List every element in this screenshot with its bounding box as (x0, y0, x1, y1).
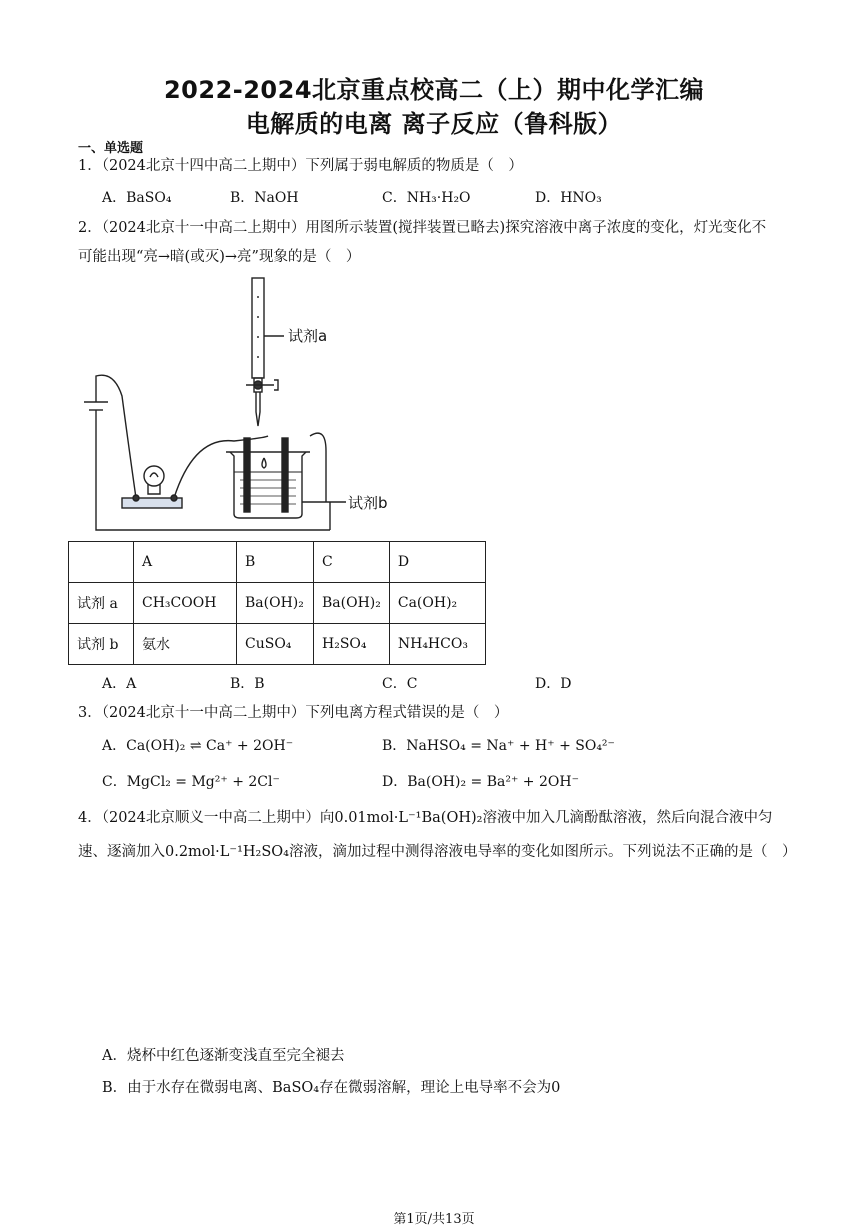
page-footer: 第1页/共13页 (393, 1212, 475, 1227)
q3-option-b: B．NaHSO₄ = Na⁺ + H⁺ + SO₄²⁻ (382, 738, 615, 754)
table-header-row (69, 542, 486, 583)
beaker (230, 452, 306, 518)
table-header-cell (69, 542, 134, 583)
table-cell: 试剂 a (69, 583, 134, 624)
q2-option-a: A．A (102, 676, 137, 692)
wire-left (96, 375, 136, 498)
table-cell: CuSO₄ (237, 624, 314, 665)
q2-option-d: D．D (535, 676, 572, 692)
q4-option-b: B．由于水存在微弱电离、BaSO₄存在微弱溶解，理论上电导率不会为0 (102, 1080, 561, 1096)
burette (252, 278, 264, 378)
wire-right (310, 433, 326, 502)
table-cell: H₂SO₄ (314, 624, 390, 665)
section-heading: 一、单选题 (78, 141, 144, 156)
q4-option-a: A．烧杯中红色逐渐变浅直至完全褪去 (102, 1048, 345, 1064)
wire-bottom (96, 410, 330, 530)
q3-option-a: A．Ca(OH)₂ ⇌ Ca⁺ + 2OH⁻ (102, 738, 294, 754)
bulb-icon (144, 466, 164, 486)
q3-option-d: D．Ba(OH)₂ = Ba²⁺ + 2OH⁻ (382, 774, 579, 790)
question-2-stem-line2: 可能出现“亮→暗(或灭)→亮”现象的是（ ） (78, 249, 361, 265)
drop-icon (262, 458, 266, 468)
table-cell: Ca(OH)₂ (389, 583, 485, 624)
reagent-b-label: 试剂b (348, 494, 388, 512)
table-cell: 氨水 (134, 624, 237, 665)
table-cell: Ba(OH)₂ (314, 583, 390, 624)
table-cell: NH₄HCO₃ (389, 624, 485, 665)
q1-option-d: D．HNO₃ (535, 190, 602, 206)
q1-option-a: A．BaSO₄ (102, 190, 172, 206)
table-cell: CH₃COOH (134, 583, 237, 624)
question-4-stem-line2: 速、逐滴加入0.2mol·L⁻¹H₂SO₄溶液，滴加过程中测得溶液电导率的变化如图所示。下列说法不正确的是（ ） (78, 844, 797, 860)
reagent-a-label: 试剂a (288, 327, 328, 345)
q2-option-b: B．B (230, 676, 265, 692)
q3-option-c: C．MgCl₂ = Mg²⁺ + 2Cl⁻ (102, 774, 280, 790)
q1-option-c: C．NH₃·H₂O (382, 190, 471, 206)
question-3-stem: 3．（2024北京十一中高二上期中）下列电离方程式错误的是（ ） (78, 705, 509, 721)
table-cell: 试剂 b (69, 624, 134, 665)
reagent-table (68, 541, 486, 665)
table-cell: Ba(OH)₂ (237, 583, 314, 624)
table-row (69, 583, 486, 624)
table-header-cell: C (314, 542, 390, 583)
table-header-cell: A (134, 542, 237, 583)
table-header-cell: B (237, 542, 314, 583)
question-1-stem: 1．（2024北京十四中高二上期中）下列属于弱电解质的物质是（ ） (78, 158, 523, 174)
electrode-left (244, 438, 250, 512)
page-title: 2022-2024北京重点校高二（上）期中化学汇编 (163, 76, 705, 104)
wire-mid (174, 436, 268, 498)
electrode-right (282, 438, 288, 512)
q1-option-b: B．NaOH (230, 190, 299, 206)
question-2-stem-line1: 2．（2024北京十一中高二上期中）用图所示装置(搅拌装置已略去)探究溶液中离子浓度的变化，灯光变化不 (78, 220, 767, 236)
table-row (69, 624, 486, 665)
q2-option-c: C．C (382, 676, 418, 692)
table-header-cell: D (389, 542, 485, 583)
question-4-stem-line1: 4．（2024北京顺义一中高二上期中）向0.01mol·L⁻¹Ba(OH)₂溶液中加入几滴酚酞溶液，然后向混合液中匀 (78, 810, 773, 826)
page-subtitle: 电解质的电离 离子反应（鲁科版） (245, 110, 623, 138)
